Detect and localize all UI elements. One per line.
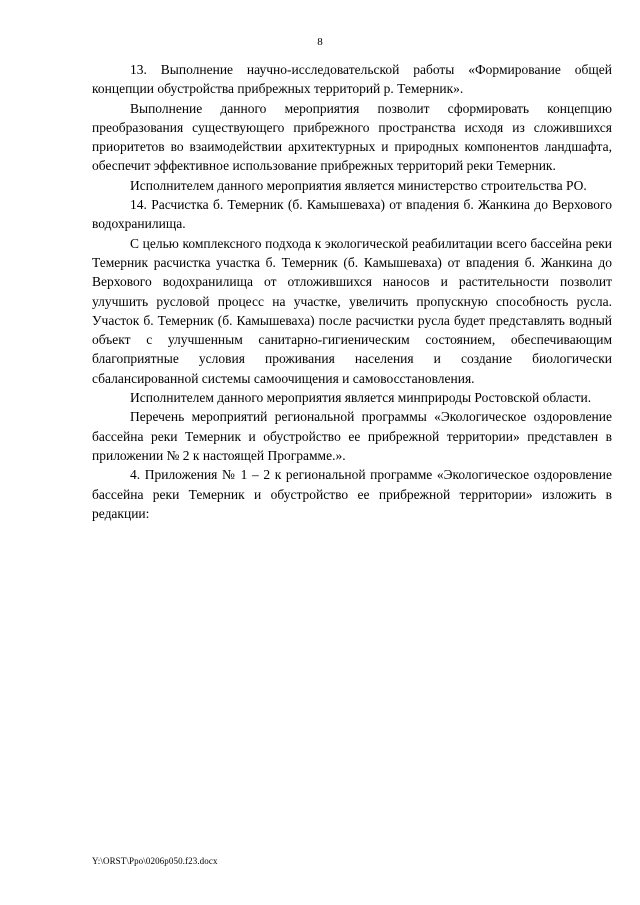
paragraph-item-13-heading: 13. Выполнение научно-исследовательской работы «Формирование общей концепции обустройства прибрежных территорий р. Темерник». [92,62,612,97]
document-body [92,60,612,523]
paragraph-item-14-description: С целью комплексного подхода к экологической реабилитации всего бассейна реки Темерник расчистка участка б. Темерник (б. Камышеваха) от впадения б. Жанкина до Верхового водохранилища от отложившихся наносов и растительности позволит улучшить русловой процесс на участке, увеличить пропускную способность русла. Участок б. Темерник (б. Камышеваха) после расчистки русла будет представлять водный объект с улучшенным санитарно-гигиеническим состоянием, обеспечивающим благоприятные условия проживания населения и создание биологически сбалансированной системы самоочищения и самовосстановления. [92,235,612,386]
paragraph-item-13-executor: Исполнителем данного мероприятия является министерство строительства РО. [130,177,587,193]
paragraph-item-13-description: Выполнение данного мероприятия позволит сформировать концепцию преобразования существующего прибрежного пространства исходя из сложившихся приоритетов во взаимодействии архитектурных и природных компонентов ландшафта, обеспечит эффективное использование прибрежных территорий реки Темерник. [92,100,612,174]
paragraph-item-14-heading: 14. Расчистка б. Темерник (б. Камышеваха) от впадения б. Жанкина до Верхового водохранилища. [92,197,612,232]
page-number: 8 [317,36,323,48]
paragraph-appendix-amendment: 4. Приложения № 1 – 2 к региональной программе «Экологическое оздоровление бассейна реки Темерник и обустройство ее прибрежной территории» изложить в редакции: [92,467,612,521]
footer-file-path: Y:\ORST\Ppo\0206p050.f23.docx [92,856,218,866]
paragraph-item-14-executor: Исполнителем данного мероприятия является минприроды Ростовской области. [130,390,592,406]
paragraph-list-reference: Перечень мероприятий региональной программы «Экологическое оздоровление бассейна реки Темерник и обустройство ее прибрежной территории» представлен в приложении № 2 к настоящей Программе.». [92,409,612,463]
